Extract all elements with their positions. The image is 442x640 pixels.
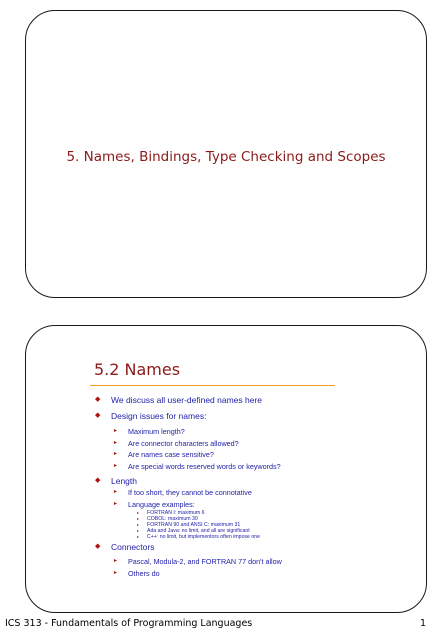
bullet-level-2 (114, 557, 282, 566)
bullet-text: Ada and Java: no limit, and all are significant (147, 528, 250, 534)
bullet-text: FORTRAN I: maximum 6 (147, 510, 205, 516)
bullet-marker-icon: ◆ (95, 396, 101, 403)
bullet-level-2 (114, 569, 160, 578)
bullet-marker-icon: ▸ (137, 528, 140, 533)
bullet-level-2 (114, 427, 185, 436)
slide-2-title: 5.2 Names (94, 360, 181, 379)
bullet-level-1 (95, 542, 155, 552)
bullet-level-1 (95, 411, 207, 421)
bullet-level-2 (114, 450, 214, 459)
bullet-level-1 (95, 476, 137, 486)
bullet-marker-icon: ▸ (137, 534, 140, 539)
bullet-marker-icon: ▸ (114, 570, 118, 576)
bullet-text: C++: no limit, but implementors often impose one (147, 534, 261, 540)
bullet-text: Length (111, 476, 137, 486)
bullet-level-1 (95, 395, 263, 405)
bullet-marker-icon: ◆ (95, 477, 101, 484)
bullet-text: Are special words reserved words or keywords? (128, 461, 281, 471)
bullet-level-2 (114, 499, 195, 509)
page-number: 1 (419, 618, 426, 629)
bullet-marker-icon: ▸ (114, 451, 118, 457)
slide-2-bullet-list (26, 326, 426, 612)
bullet-text: COBOL: maximum 30 (147, 516, 198, 522)
bullet-marker-icon: ▸ (114, 462, 118, 469)
slide-1 (25, 10, 427, 298)
bullet-text: Connectors (111, 542, 155, 552)
slide-2 (25, 325, 427, 613)
bullet-marker-icon: ▸ (114, 439, 118, 446)
bullet-text: We discuss all user-defined names here (111, 395, 263, 405)
bullet-marker-icon: ▸ (114, 489, 118, 495)
bullet-text: Maximum length? (128, 427, 185, 436)
bullet-marker-icon: ▸ (114, 500, 118, 507)
bullet-text: Others do (128, 569, 160, 578)
bullet-text: Are names case sensitive? (128, 450, 214, 459)
slide-1-title: 5. Names, Bindings, Type Checking and Scopes (66, 149, 386, 165)
bullet-level-2 (114, 488, 252, 497)
bullet-text: FORTRAN 90 and ANSI C: maximum 31 (147, 522, 241, 528)
bullet-level-3 (137, 534, 261, 540)
bullet-marker-icon: ▸ (114, 558, 118, 564)
bullet-text: If too short, they cannot be connotative (128, 488, 252, 497)
bullet-marker-icon: ◆ (95, 412, 101, 419)
bullet-marker-icon: ◆ (95, 543, 101, 550)
bullet-text: Pascal, Modula-2, and FORTRAN 77 don't allow (128, 557, 282, 566)
bullet-level-2 (114, 438, 239, 448)
bullet-marker-icon: ▸ (114, 428, 118, 434)
footer-course-title: ICS 313 - Fundamentals of Programming Languages (5, 618, 253, 629)
bullet-marker-icon: ▸ (137, 522, 140, 527)
bullet-level-2 (114, 461, 281, 471)
bullet-text: Are connector characters allowed? (128, 438, 239, 448)
bullet-marker-icon: ▸ (137, 510, 140, 515)
bullet-marker-icon: ▸ (137, 516, 140, 521)
bullet-text: Design issues for names: (111, 411, 207, 421)
bullet-text: Language examples: (128, 499, 195, 509)
